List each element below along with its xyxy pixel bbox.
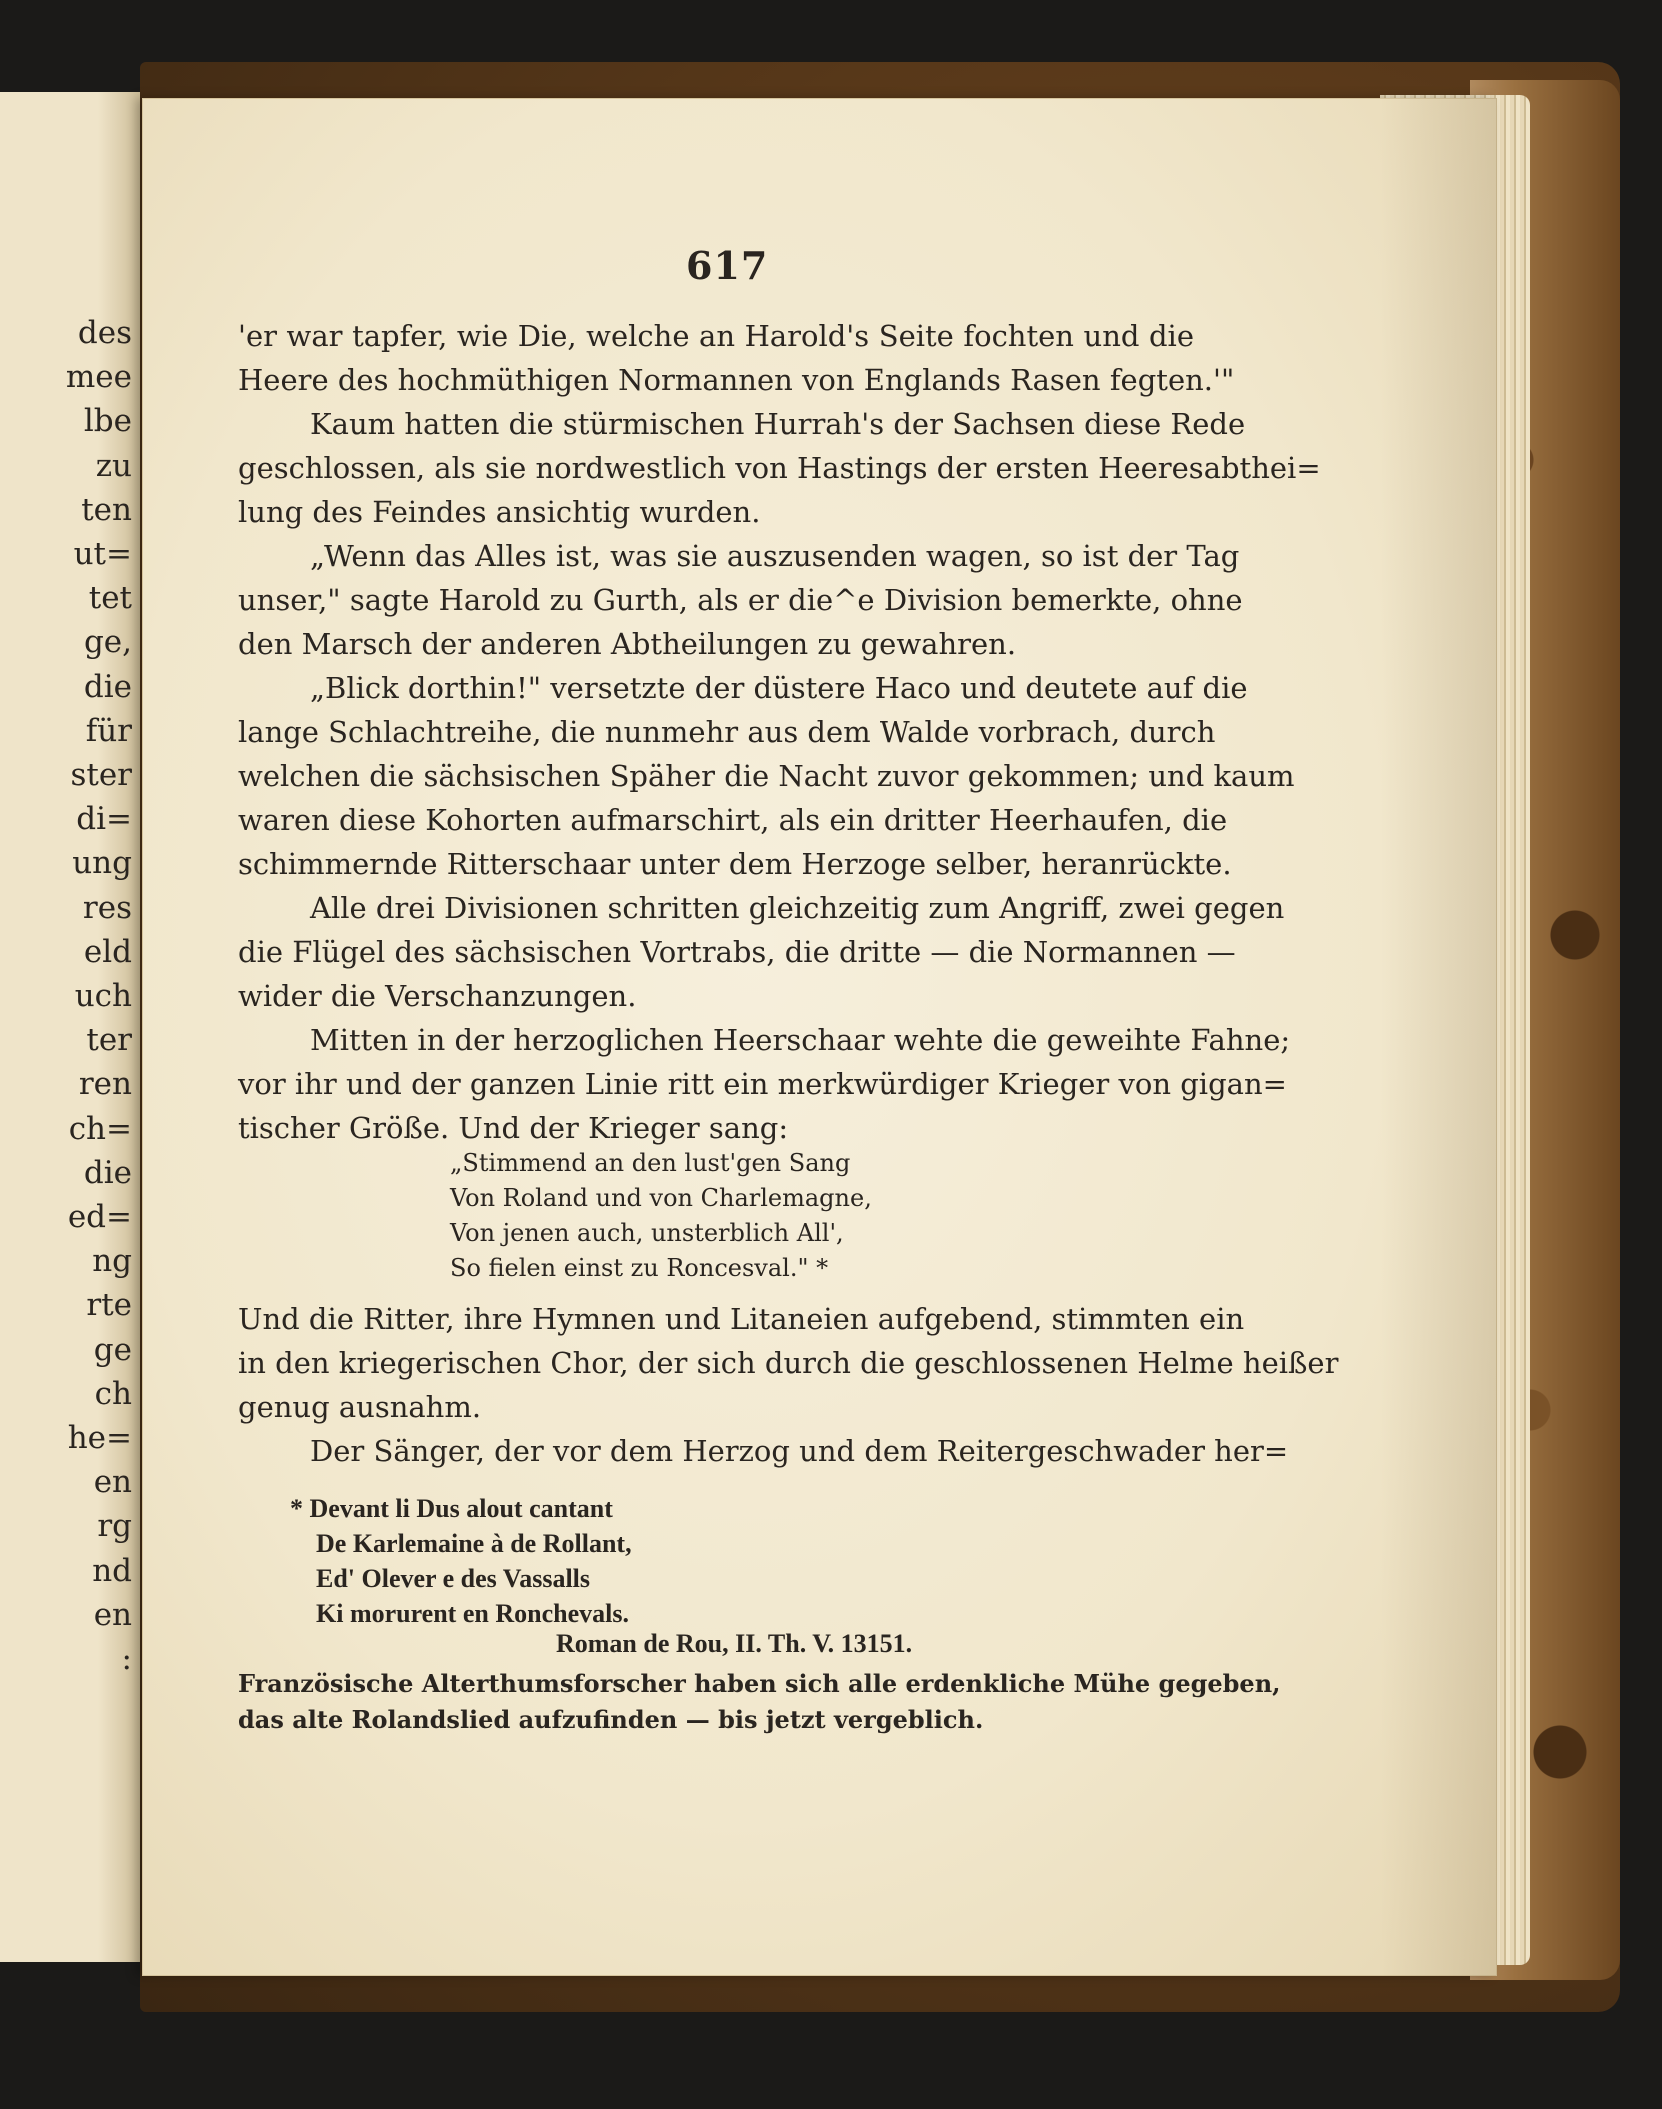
previous-page-fragment: di= <box>76 801 132 838</box>
page-shadow <box>1380 98 1497 1976</box>
body-text <box>238 314 1321 1150</box>
text-line: waren diese Kohorten aufmarschirt, als ein dritter Heerhaufen, die <box>238 803 1228 837</box>
footnote-note-line: das alte Rolandslied aufzufinden — bis jetzt vergeblich. <box>238 1705 984 1734</box>
text-line: lange Schlachtreihe, die nunmehr aus dem Walde vorbrach, durch <box>238 715 1216 749</box>
previous-page-fragment: die <box>83 1154 132 1191</box>
previous-page-fragment: ster <box>70 757 132 793</box>
verse-block <box>450 1146 970 1286</box>
text-line: 'er war tapfer, wie Die, welche an Harold's Seite fochten und die <box>238 319 1194 353</box>
text-line: tischer Größe. Und der Krieger sang: <box>238 1111 789 1145</box>
text-line: „Blick dorthin!" versetzte der düstere Haco und deutete auf die <box>310 671 1248 705</box>
previous-page-fragment: eld <box>83 933 132 970</box>
text-line: Kaum hatten die stürmischen Hurrah's der Sachsen diese Rede <box>310 407 1246 441</box>
verse-line: „Stimmend an den lust'gen Sang <box>450 1149 851 1177</box>
previous-page-fragment: res <box>82 889 132 926</box>
text-line: geschlossen, als sie nordwestlich von Hastings der ersten Heeresabthei= <box>238 451 1321 485</box>
previous-page-fragment: ch <box>94 1375 132 1412</box>
previous-page-fragment: rg <box>97 1508 132 1545</box>
text-line: wider die Verschanzungen. <box>238 979 637 1013</box>
footnote-verse-line: * Devant li Dus alout cantant <box>290 1494 613 1523</box>
text-line: lung des Feindes ansichtig wurden. <box>238 495 761 529</box>
verse-line: Von Roland und von Charlemagne, <box>450 1184 872 1212</box>
previous-page-fragment: ed= <box>67 1199 132 1235</box>
footnote-verse-line: Ki morurent en Ronchevals. <box>316 1599 629 1628</box>
previous-page <box>0 92 140 1962</box>
previous-page-fragment: : <box>121 1641 132 1677</box>
text-line: welchen die sächsischen Späher die Nacht zuvor gekommen; und kaum <box>238 759 1295 793</box>
previous-page-fragment: he= <box>67 1420 132 1456</box>
text-line: Heere des hochmüthigen Normannen von Englands Rasen fegten.'" <box>238 363 1235 397</box>
previous-page-fragment: tet <box>88 580 132 617</box>
text-line: Der Sänger, der vor dem Herzog und dem Reitergeschwader her= <box>310 1434 1289 1468</box>
previous-page-fragment: ge, <box>83 624 132 661</box>
text-line: den Marsch der anderen Abtheilungen zu gewahren. <box>238 627 1017 661</box>
previous-page-fragment: ng <box>92 1243 132 1280</box>
text-line: vor ihr und der ganzen Linie ritt ein merkwürdiger Krieger von gigan= <box>238 1067 1287 1101</box>
verse-line: So fielen einst zu Roncesval." * <box>450 1254 829 1282</box>
footnote-verse <box>290 1491 1210 1631</box>
previous-page-fragment: ung <box>72 845 132 882</box>
text-line: Mitten in der herzoglichen Heerschaar wehte die geweihte Fahne; <box>310 1023 1291 1057</box>
previous-page-fragment: zu <box>95 447 132 484</box>
previous-page-fragment: mee <box>65 359 132 396</box>
previous-page-fragment: ten <box>81 491 132 528</box>
previous-page-fragment: en <box>93 1596 132 1633</box>
previous-page-fragment: ge <box>93 1331 132 1368</box>
previous-page-fragment: uch <box>74 978 132 1014</box>
text-line: Und die Ritter, ihre Hymnen und Litaneien aufgebend, stimmten ein <box>238 1302 1245 1336</box>
page-number: 617 <box>686 243 769 288</box>
text-line: Alle drei Divisionen schritten gleichzeitig zum Angriff, zwei gegen <box>310 891 1285 925</box>
footnote-note-line: Französische Alterthumsforscher haben sich alle erdenkliche Mühe gegeben, <box>238 1669 1281 1698</box>
previous-page-fragment: die <box>83 668 132 705</box>
text-line: in den kriegerischen Chor, der sich durch die geschlossenen Helme heißer <box>238 1346 1339 1380</box>
footnote-verse-line: Ed' Olever e des Vassalls <box>316 1564 591 1593</box>
footnote-verse-line: De Karlemaine à de Rollant, <box>316 1529 632 1558</box>
previous-page-fragment: ch= <box>68 1110 132 1147</box>
text-line: genug ausnahm. <box>238 1390 482 1424</box>
previous-page-fragment: nd <box>92 1552 132 1589</box>
previous-page-fragment: des <box>77 315 132 351</box>
verse-line: Von jenen auch, unsterblich All', <box>450 1219 844 1247</box>
previous-page-fragment: ter <box>86 1022 132 1059</box>
previous-page-fragment: ren <box>78 1066 132 1103</box>
previous-page-fragment: ut= <box>73 536 132 572</box>
text-line: „Wenn das Alles ist, was sie auszusenden wagen, so ist der Tag <box>310 539 1240 573</box>
previous-page-fragment: für <box>85 712 132 749</box>
footnote-source: Roman de Rou, II. Th. V. 13151. <box>556 1629 913 1658</box>
previous-page-fragment: rte <box>86 1287 132 1324</box>
text-line: schimmernde Ritterschaar unter dem Herzoge selber, heranrückte. <box>238 847 1232 881</box>
previous-page-fragment: lbe <box>83 403 132 440</box>
body-text-continued <box>238 1297 1339 1473</box>
text-line: die Flügel des sächsischen Vortrabs, die dritte — die Normannen — <box>238 935 1236 969</box>
text-line: unser," sagte Harold zu Gurth, als er die^e Division bemerkte, ohne <box>238 583 1243 617</box>
previous-page-fragment: en <box>93 1464 132 1501</box>
